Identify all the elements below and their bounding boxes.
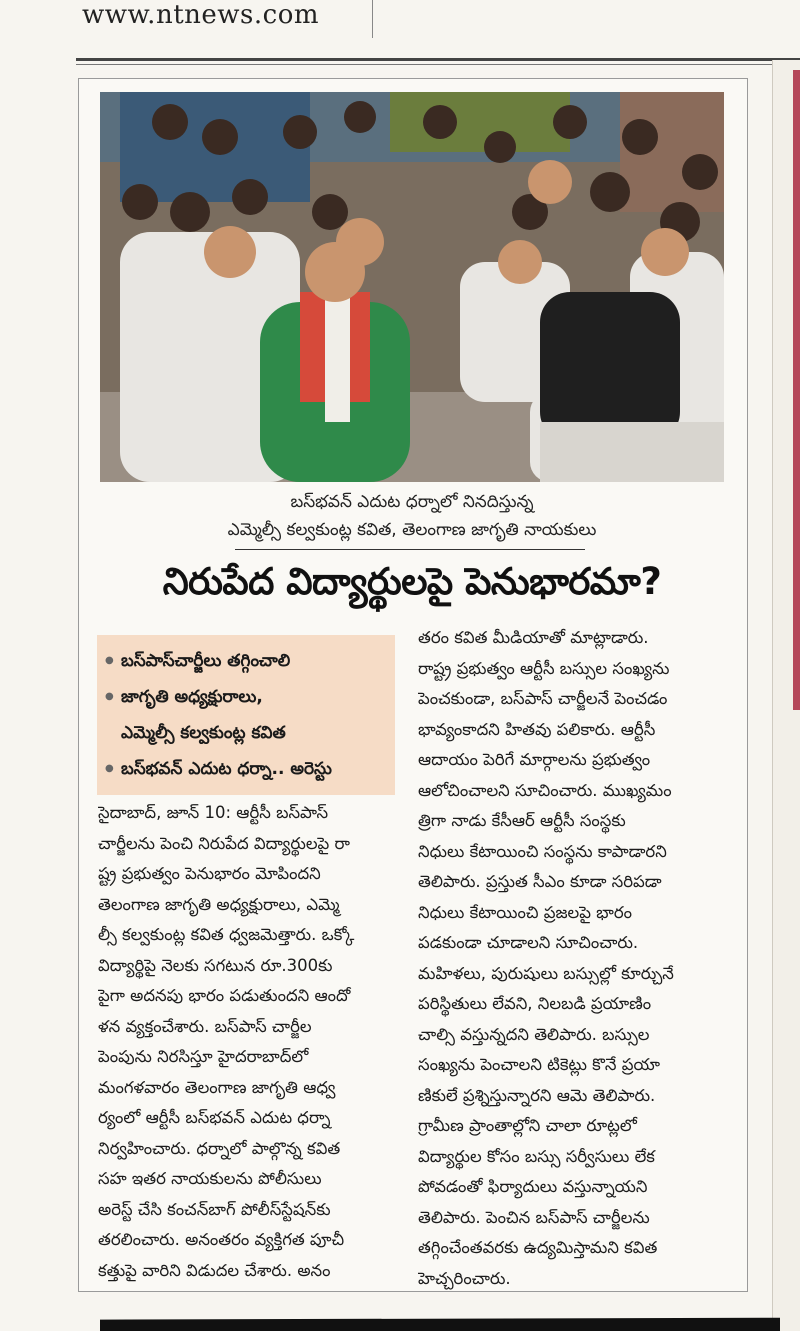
body-line: కత్తుపై వారిని విడుదల చేశారు. అనం xyxy=(98,1260,331,1280)
body-line: తెలిపారు. పెంచిన బస్‌పాస్ చార్జీలను xyxy=(418,1207,650,1227)
body-line: పెంపును నిరసిస్తూ హైదరాబాద్‌లో xyxy=(98,1047,309,1066)
body-line: విద్యార్థుల కోసం బస్సు సర్వీసులు లేక xyxy=(418,1146,655,1166)
highlight-item: ● జాగృతి అధ్యక్షురాలు, xyxy=(105,679,395,715)
body-line: మంగళవారం తెలంగాణ జాగృతి ఆధ్వ xyxy=(98,1077,336,1097)
body-line: ల్సీ కల్వకుంట్ల కవిత ధ్వజమెత్తారు. ఒక్కో xyxy=(98,925,355,944)
body-line: అరెస్ట్ చేసి కంచన్‌బాగ్ పోలీస్‌స్టేషన్‌కు xyxy=(98,1199,331,1219)
caption-line-1: బస్‌భవన్ ఎదుట ధర్నాలో నినదిస్తున్న xyxy=(290,492,534,512)
highlight-item: ● బస్‌పాస్‌చార్జీలు తగ్గించాలి xyxy=(105,643,395,679)
body-line: నిధులు కేటాయించి సంస్థను కాపాడారని xyxy=(418,841,667,861)
header-rule-thick xyxy=(76,58,800,61)
body-line: ష్ట్ర ప్రభుత్వం పెనుభారం మోపిందని xyxy=(98,864,321,883)
body-line: పరిస్థితులు లేవని, నిలబడి ప్రయాణిం xyxy=(418,994,652,1013)
body-line: రాష్ట్ర ప్రభుత్వం ఆర్టీసీ బస్సుల సంఖ్యను xyxy=(418,658,670,678)
body-line: విద్యార్థిపై నెలకు సగటున రూ.300కు xyxy=(98,955,333,975)
adjacent-page-edge xyxy=(772,60,800,1331)
highlights-box xyxy=(97,635,395,795)
highlight-item: ఎమ్మెల్సీ కల్వకుంట్ల కవిత xyxy=(121,723,286,743)
body-line: మహిళలు, పురుషులు బస్సుల్లో కూర్చునే xyxy=(418,963,674,983)
header-rule-thin xyxy=(76,64,800,65)
article-headline: నిరుపేద విద్యార్థులపై పెనుభారమా? xyxy=(162,560,662,603)
body-line: తెలిపారు. ప్రస్తుత సీఎం కూడా సరిపడా xyxy=(418,872,662,891)
body-line: సైదాబాద్, జూన్ 10: ఆర్టీసీ బస్‌పాస్ xyxy=(98,803,329,822)
masthead-divider xyxy=(372,0,373,38)
body-line: చాల్సి వస్తున్నదని తెలిపారు. బస్సుల xyxy=(418,1024,650,1044)
body-line: పైగా అదనపు భారం పడుతుందని ఆందో xyxy=(98,986,351,1005)
body-line: సహ ఇతర నాయకులను పోలీసులు xyxy=(98,1169,322,1188)
body-line: నిర్వహించారు. ధర్నాలో పాల్గొన్న కవిత xyxy=(98,1138,341,1158)
body-line: ణికులే ప్రశ్నిస్తున్నారని ఆమె తెలిపారు. xyxy=(418,1085,656,1105)
body-line: తగ్గించేంతవరకు ఉద్యమిస్తామని కవిత xyxy=(418,1238,658,1257)
caption-line-2: ఎమ్మెల్సీ కల్వకుంట్ల కవిత, తెలంగాణ జాగృతి నాయకులు xyxy=(227,520,597,540)
body-line: గ్రామీణ ప్రాంతాల్లోని చాలా రూట్లలో xyxy=(418,1116,637,1135)
photo-caption xyxy=(100,488,724,544)
protest-photo xyxy=(100,92,724,482)
body-line: తరం కవిత మీడియాతో మాట్లాడారు. xyxy=(418,628,649,647)
body-line: పెంచకుండా, బస్‌పాస్ చార్జీలనే పెంచడం xyxy=(418,689,668,708)
highlight-item: ● బస్‌భవన్ ఎదుట ధర్నా.. అరెస్టు xyxy=(105,751,395,787)
newspaper-masthead-url: www.ntnews.com xyxy=(82,0,320,30)
caption-rule xyxy=(235,549,585,550)
body-line: భావ్యంకాదని హితవు పలికారు. ఆర్టీసీ xyxy=(418,719,656,739)
body-line: చార్జీలను పెంచి నిరుపేద విద్యార్థులపై రా xyxy=(98,833,350,853)
body-line: పోవడంతో ఫిర్యాదులు వస్తున్నాయని xyxy=(418,1177,648,1196)
article-body-right-column xyxy=(418,623,726,1294)
body-line: ర్యంలో ఆర్టీసీ బస్‌భవన్ ఎదుట ధర్నా xyxy=(98,1108,331,1127)
body-line: పడకుండా చూడాలని సూచించారు. xyxy=(418,933,639,952)
next-headline-cutoff xyxy=(100,1312,780,1331)
adjacent-photo-strip xyxy=(793,70,800,710)
article-body-left-column xyxy=(98,798,398,1286)
body-line: తరలించారు. అనంతరం వ్యక్తిగత పూచీ xyxy=(98,1230,345,1249)
body-line: హెచ్చరించారు. xyxy=(418,1268,511,1288)
body-line: తెలంగాణ జాగృతి అధ్యక్షురాలు, ఎమ్మె xyxy=(98,894,340,914)
body-line: త్రిగా నాడు కేసీఆర్ ఆర్టీసీ సంస్థకు xyxy=(418,811,626,830)
body-line: ళన వ్యక్తంచేశారు. బస్‌పాస్ చార్జీల xyxy=(98,1016,312,1036)
body-line: సంఖ్యను పెంచాలని టికెట్లు కొనే ప్రయా xyxy=(418,1055,660,1074)
body-line: ఆదాయం పెరిగే మార్గాలను ప్రభుత్వం xyxy=(418,750,651,769)
body-line: నిధులు కేటాయించి ప్రజలపై భారం xyxy=(418,902,633,922)
body-line: ఆలోచించాలని సూచించారు. ముఖ్యమం xyxy=(418,780,672,800)
